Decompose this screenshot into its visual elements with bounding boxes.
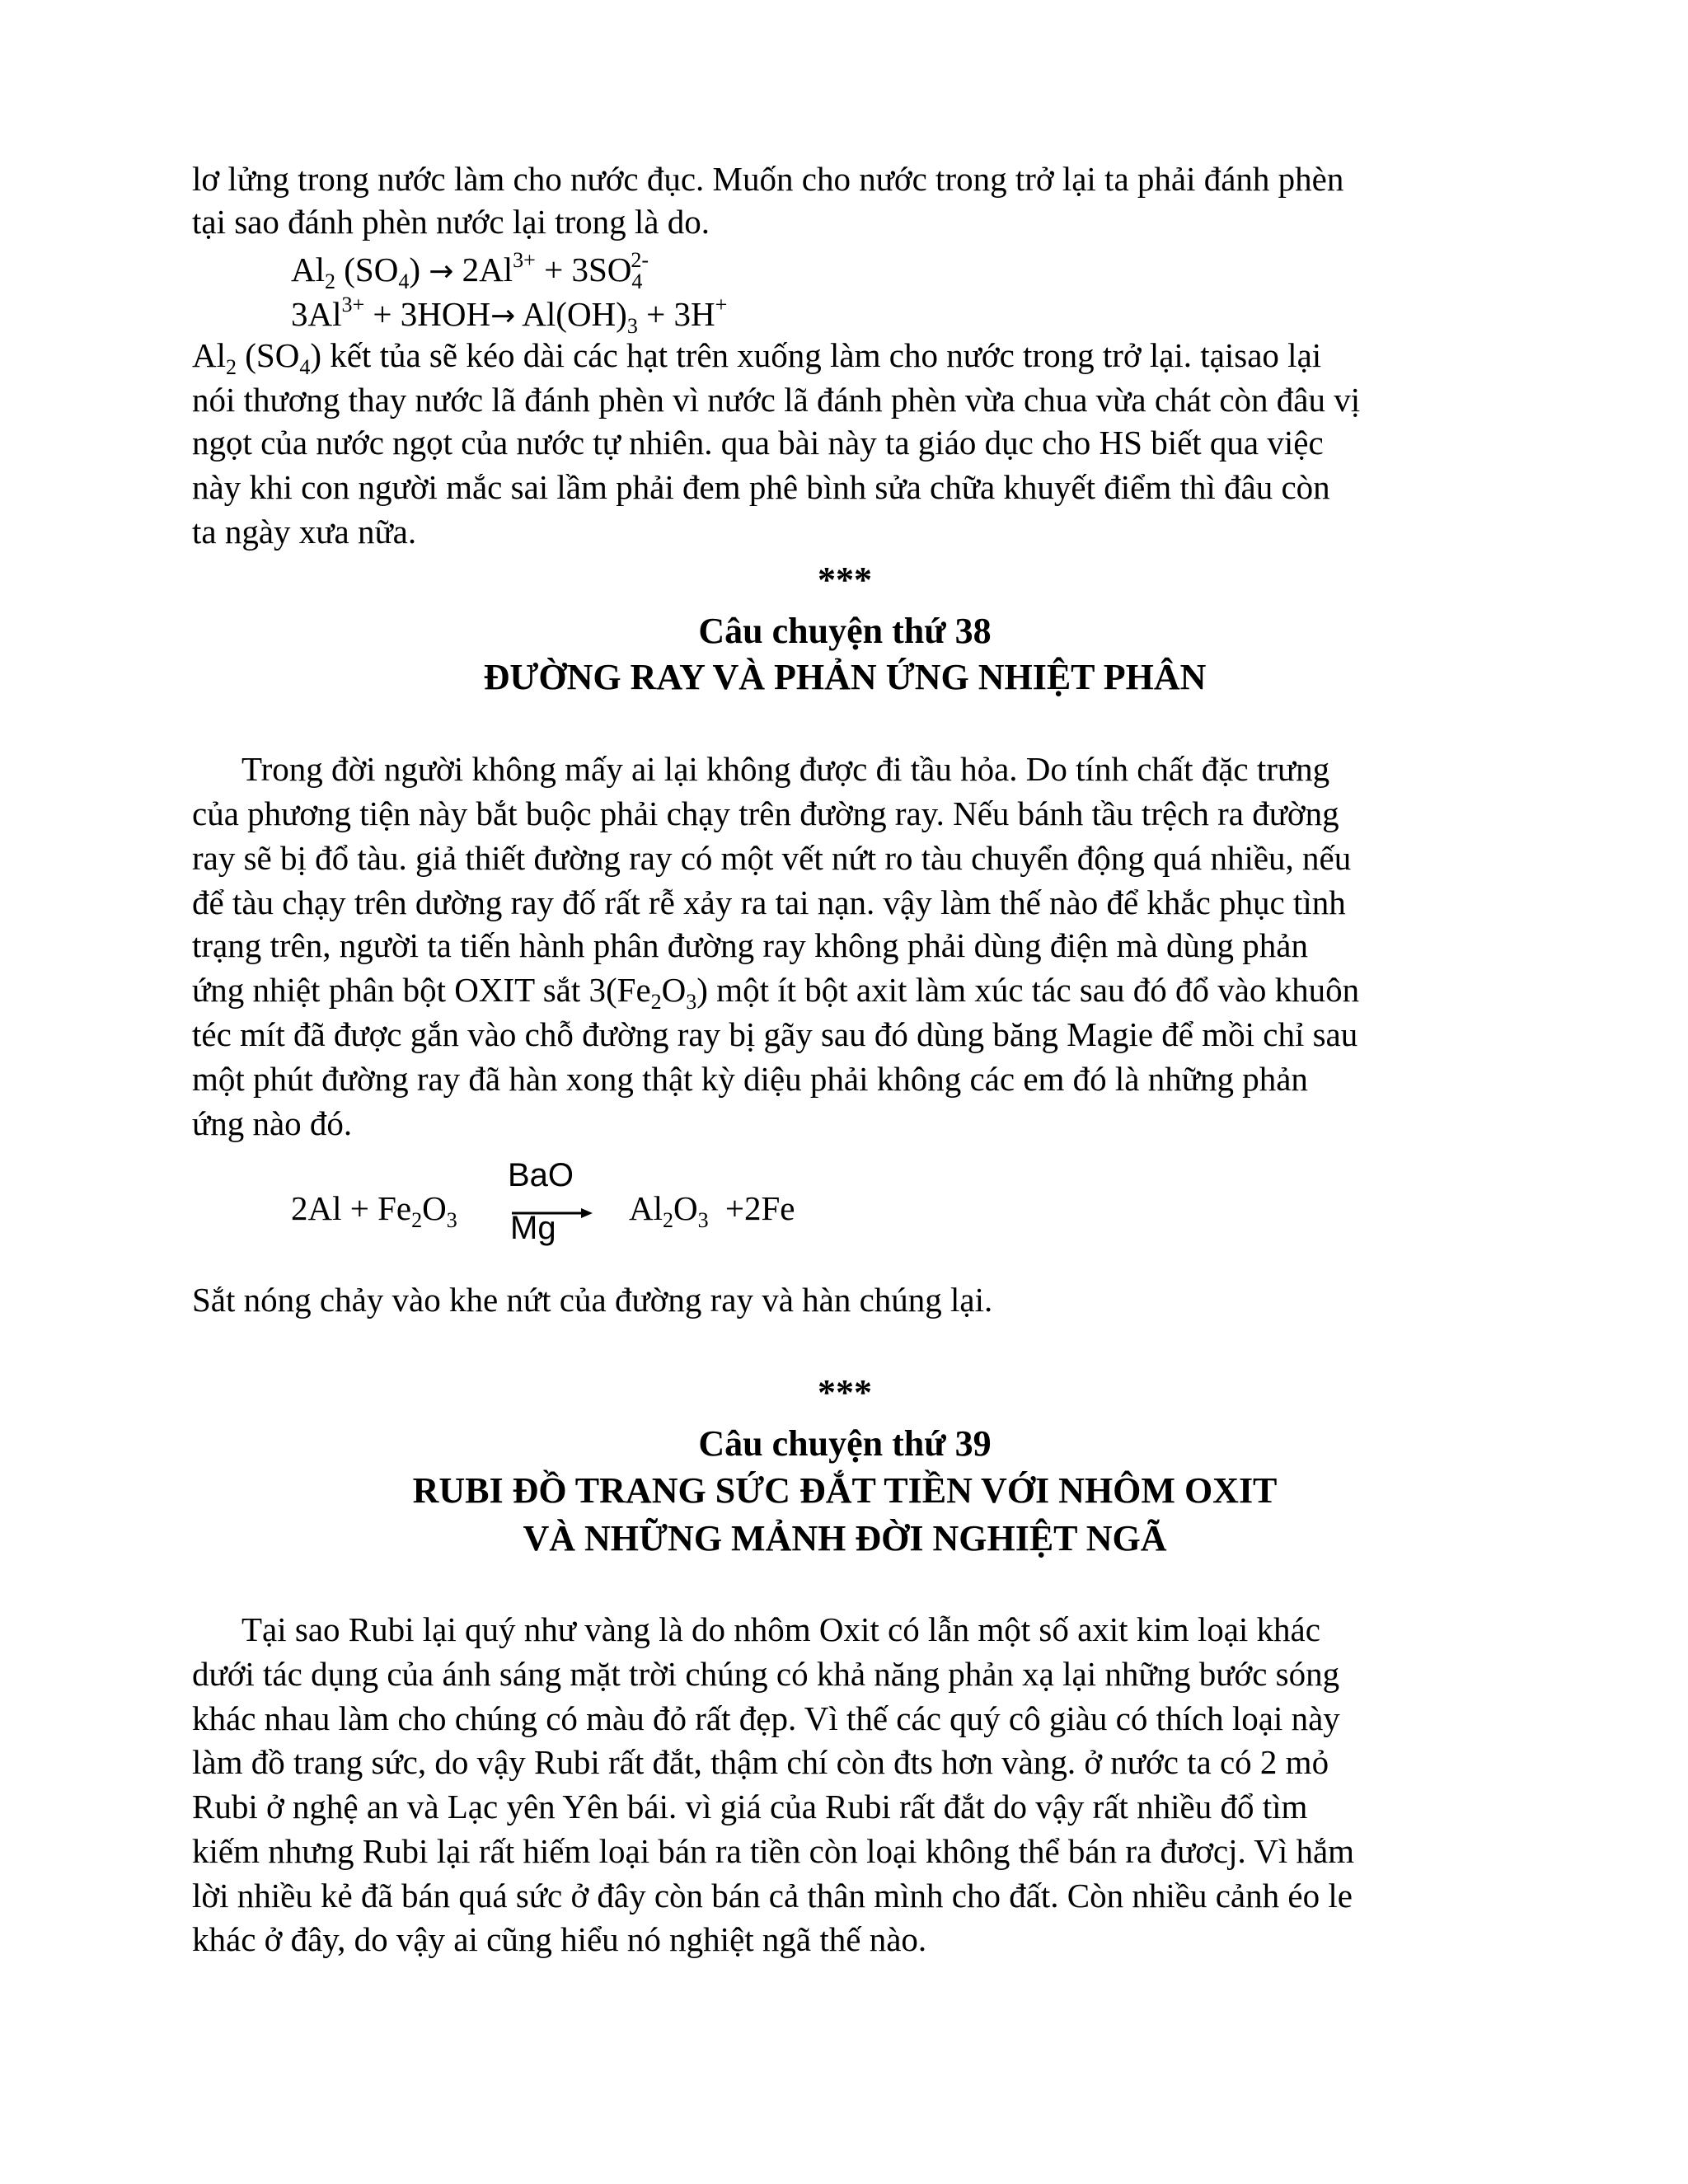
body-text-line: ray sẽ bị đổ tàu. giả thiết đường ray có một vết nứt ro tàu chuyển động quá nhiều, nếu: [192, 839, 1352, 877]
body-text-line: Sắt nóng chảy vào khe nứt của đường ray và hàn chúng lại.: [192, 1281, 993, 1319]
body-text-line: kiếm nhưng Rubi lại rất hiếm loại bán ra tiền còn loại không thể bán ra đươcj. Vì hắm: [192, 1832, 1355, 1870]
body-text-line: $Al_2$ $(SO_4)$ kết tủa sẽ kéo dài các hạt trên xuống làm cho nước trong trở lại. tạisao lại: [192, 336, 1322, 379]
body-text-line: Rubi ở nghệ an và Lạc yên Yên bái. vì giá của Rubi rất đắt do vậy rất nhiều đổ tìm: [192, 1788, 1308, 1825]
body-text-line: nói thương thay nước lã đánh phèn vì nước lã đánh phèn vừa chua vừa chát còn đâu vị: [192, 381, 1361, 419]
body-text-line: ứng nào đó.: [192, 1104, 353, 1142]
reaction-arrow-icon: →: [429, 255, 454, 288]
body-text-line: Trong đời người không mấy ai lại không được đi tầu hỏa. Do tính chất đặc trưng: [241, 750, 1330, 788]
thermite-reaction-left: $2Al + Fe_2O_3$: [291, 1189, 457, 1232]
body-text-line: ta ngày xưa nữa.: [192, 513, 417, 551]
story-38-title: Câu chuyện thứ 38: [698, 611, 992, 651]
body-text-line: khác ở đây, do vậy ai cũng hiểu nó nghiệt ngã thế nào.: [192, 1920, 927, 1958]
body-text-line: của phương tiện này bắt buộc phải chạy trên đường ray. Nếu bánh tầu trệch ra đường: [192, 794, 1339, 832]
body-text-line: làm đồ trang sức, do vậy Rubi rất đắt, thậm chí còn đts hơn vàng. ở nước ta có 2 mỏ: [192, 1743, 1329, 1781]
chemical-equation-1: $Al_2$ $(SO_4) \to 2Al^{3+} + 3SO_4^{2-}$: [291, 248, 649, 293]
body-text-line: để tàu chạy trên dường ray đố rất rễ xảy ra tai nạn. vậy làm thế nào để khắc phục tình: [192, 883, 1346, 921]
body-text-line: trạng trên, người ta tiến hành phân đường ray không phải dùng điện mà dùng phản: [192, 926, 1308, 964]
catalyst-below-label: Mg: [510, 1210, 556, 1246]
body-text-line: tại sao đánh phèn nước lại trong là do.: [192, 203, 710, 241]
reaction-arrow-icon: →: [490, 299, 516, 333]
story-39-subtitle-line-2: VÀ NHỮNG MẢNH ĐỜI NGHIỆT NGÃ: [523, 1518, 1167, 1558]
body-text-line: ứng nhiệt phân bột OXIT sắt $3(Fe_2O_3)$ một ít bột axit làm xúc tác sau đó đổ vào khuôn: [192, 971, 1360, 1014]
body-text-line: dưới tác dụng của ánh sáng mặt trời chúng có khả năng phản xạ lại những bước sóng: [192, 1655, 1340, 1693]
section-separator: ***: [818, 560, 872, 600]
body-text-line: lơ lửng trong nước làm cho nước đục. Muốn cho nước trong trở lại ta phải đánh phèn: [192, 160, 1344, 198]
body-text-line: ngọt của nước ngọt của nước tự nhiên. qua bài này ta giáo dục cho HS biết qua việc: [192, 424, 1324, 462]
section-separator: ***: [818, 1372, 872, 1413]
body-text-line: téc mít đã được gắn vào chỗ đường ray bị gãy sau đó dùng băng Magie để mồi chỉ sau: [192, 1015, 1358, 1053]
body-text-line: một phút đường ray đã hàn xong thật kỳ diệu phải không các em đó là những phản: [192, 1060, 1308, 1098]
body-text-line: lời nhiều kẻ đã bán quá sức ở đây còn bán cả thân mình cho đất. Còn nhiều cảnh éo le: [192, 1877, 1353, 1915]
story-39-subtitle-line-1: RUBI ĐỒ TRANG SỨC ĐẮT TIỀN VỚI NHÔM OXIT: [412, 1470, 1278, 1511]
catalyst-above-label: BaO: [508, 1157, 574, 1193]
body-text-line: khác nhau làm cho chúng có màu đỏ rất đẹp. Vì thế các quý cô giàu có thích loại này: [192, 1699, 1340, 1737]
body-text-line: này khi con người mắc sai lầm phải đem phê bình sửa chữa khuyết điểm thì đâu còn: [192, 468, 1330, 506]
story-38-subtitle: ĐƯỜNG RAY VÀ PHẢN ỨNG NHIỆT PHÂN: [483, 657, 1207, 697]
thermite-reaction-right: $Al_2O_3 +2Fe$: [629, 1189, 795, 1232]
chemical-equation-2: $3Al^{3+} + 3HOH\to Al(OH)_3 + 3H^+$: [291, 293, 728, 338]
story-39-title: Câu chuyện thứ 39: [698, 1423, 992, 1464]
body-text-line: Tại sao Rubi lại quý như vàng là do nhôm Oxit có lẫn một số axit kim loại khác: [241, 1610, 1320, 1648]
